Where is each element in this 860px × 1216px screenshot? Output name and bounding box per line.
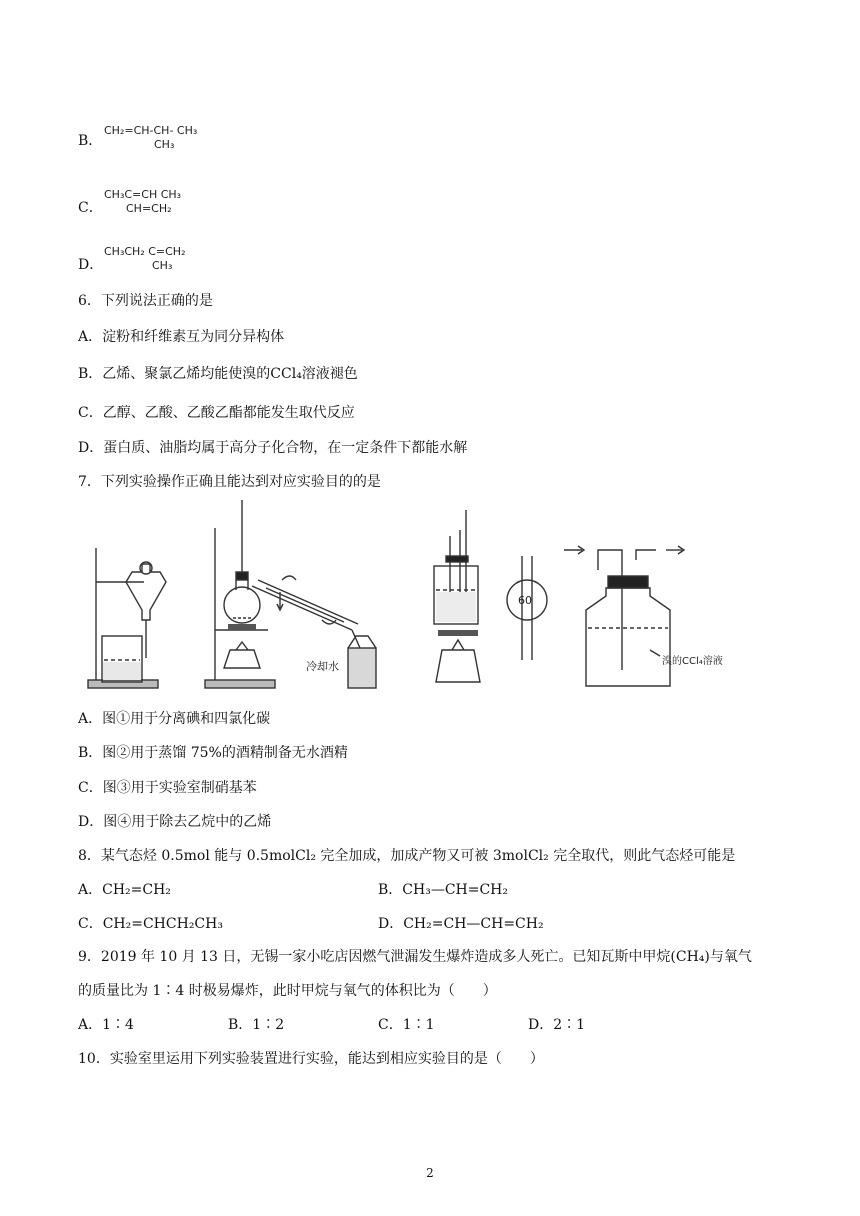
- q7-option-d: D．图④用于除去乙烷中的乙烯: [78, 814, 272, 830]
- q6-option-d: D．蛋白质、油脂均属于高分子化合物，在一定条件下都能水解: [78, 440, 468, 456]
- q8-option-d: D．CH₂=CH—CH=CH₂: [378, 916, 544, 932]
- page-number: 2: [426, 1166, 434, 1180]
- q10-stem: 10．实验室里运用下列实验装置进行实验，能达到相应实验目的是（ ）: [78, 1051, 544, 1067]
- q6-stem: 6．下列说法正确的是: [78, 293, 213, 309]
- q7-option-a: A．图①用于分离碘和四氯化碳: [78, 711, 271, 727]
- structural-formula: CH₂=CH-CH- CH₃ CH₃: [104, 124, 198, 151]
- q6-option-a: A．淀粉和纤维素互为同分异构体: [78, 329, 285, 345]
- q9-stem-line1: 9．2019 年 10 月 13 日，无锡一家小吃店因燃气泄漏发生爆炸造成多人死亡。已知瓦斯中甲烷(CH₄)与氧气: [78, 949, 752, 965]
- option-label: C．: [78, 200, 103, 216]
- q7-option-c: C．图③用于实验室制硝基苯: [78, 780, 257, 796]
- q6-option-c: C．乙醇、乙酸、乙酸乙酯都能发生取代反应: [78, 405, 355, 421]
- q9-option-b: B．1∶2: [228, 1017, 285, 1033]
- q9-option-c: C．1∶1: [378, 1017, 435, 1033]
- option-label: B．: [78, 133, 103, 149]
- separatory-funnel-figure: [88, 548, 166, 688]
- q8-stem: 8．某气态烃 0.5mol 能与 0.5molCl₂ 完全加成，加成产物又可被 3molCl₂ 完全取代，则此气态烃可能是: [78, 848, 736, 864]
- option-label: D．: [78, 257, 104, 273]
- q9-option-d: D．2∶1: [528, 1017, 586, 1033]
- q7-option-b: B．图②用于蒸馏 75%的酒精制备无水酒精: [78, 745, 348, 761]
- q9-stem-line2: 的质量比为 1∶4 时极易爆炸，此时甲烷与氧气的体积比为（ ）: [78, 983, 497, 999]
- q9-option-a: A．1∶4: [78, 1017, 134, 1033]
- distillation-figure: [205, 500, 376, 688]
- q8-option-b: B．CH₃—CH=CH₂: [378, 882, 509, 898]
- q8-option-a: A．CH₂=CH₂: [78, 882, 171, 898]
- q6-option-b: B．乙烯、聚氯乙烯均能使溴的CCl₄溶液褪色: [78, 366, 358, 382]
- bromine-solution-label: 溴的CCl₄溶液: [662, 656, 723, 667]
- apparatus-figure: [70, 500, 790, 700]
- structural-formula: CH₃C=CH CH₃ CH=CH₂: [104, 188, 182, 215]
- thermometer-label: 60: [518, 594, 532, 607]
- q7-stem: 7．下列实验操作正确且能达到对应实验目的的是: [78, 474, 381, 490]
- q8-option-c: C．CH₂=CHCH₂CH₃: [78, 916, 223, 932]
- structural-formula: CH₃CH₂ C=CH₂ CH₃: [104, 245, 186, 272]
- cooling-water-label: 冷却水: [306, 660, 339, 673]
